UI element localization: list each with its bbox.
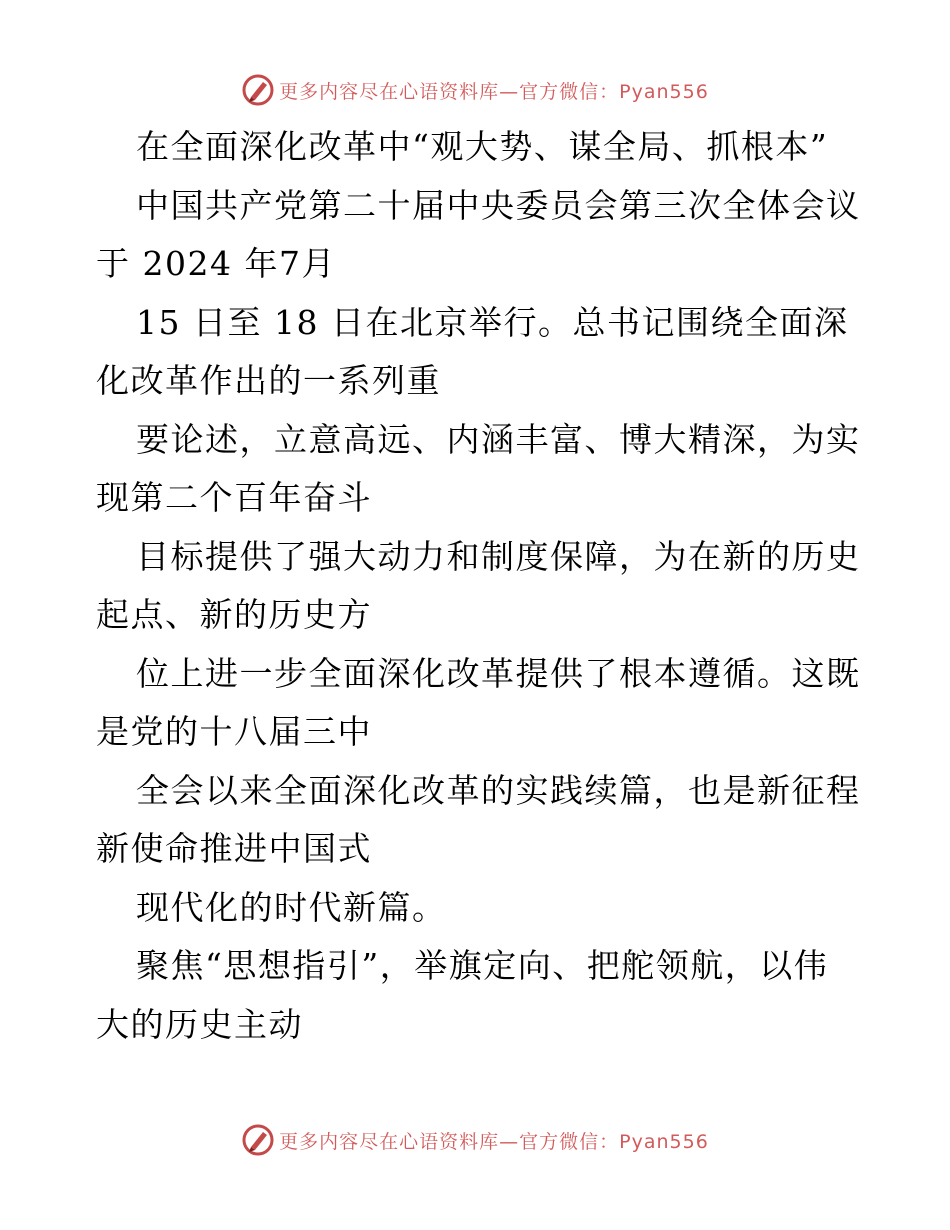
footer-banner-text: 更多内容尽在心语资料库—官方微信：Pyan556 — [279, 1130, 709, 1153]
paragraph-line: 是党的十八届三中 — [96, 712, 372, 751]
header-banner — [0, 70, 950, 110]
paragraph-line: 新使命推进中国式 — [96, 829, 372, 868]
paragraph-line: 起点、新的历史方 — [96, 595, 372, 634]
document-body — [96, 118, 861, 1054]
pen-logo-icon — [241, 1123, 275, 1157]
paragraph-line: 现第二个百年奋斗 — [96, 478, 372, 517]
paragraph-line: 位上进一步全面深化改革提供了根本遵循。这既 — [136, 653, 861, 693]
paragraph-line: 15 日至 18 日在北京举行。总书记围绕全面深 — [136, 302, 849, 342]
paragraph-line: 现代化的时代新篇。 — [136, 887, 447, 927]
paragraph-line: 于 2024 年7月 — [96, 244, 336, 283]
paragraph-line: 大的历史主动 — [96, 1004, 303, 1044]
paragraph-line: 目标提供了强大动力和制度保障，为在新的历史 — [136, 536, 861, 576]
pen-logo-icon — [241, 73, 275, 107]
header-banner-text: 更多内容尽在心语资料库—官方微信：Pyan556 — [279, 80, 709, 103]
paragraph-line: 化改革作出的一系列重 — [96, 361, 441, 400]
paragraph-line: 在全面深化改革中“观大势、谋全局、抓根本” — [136, 127, 829, 166]
paragraph-line: 全会以来全面深化改革的实践续篇，也是新征程 — [136, 770, 861, 810]
footer-banner — [0, 1120, 950, 1160]
paragraph-line: 要论述，立意高远、内涵丰富、博大精深，为实 — [136, 419, 861, 459]
paragraph-line: 聚焦“思想指引”，举旗定向、把舵领航，以伟 — [136, 946, 829, 985]
paragraph-line: 中国共产党第二十届中央委员会第三次全体会议 — [136, 185, 861, 225]
